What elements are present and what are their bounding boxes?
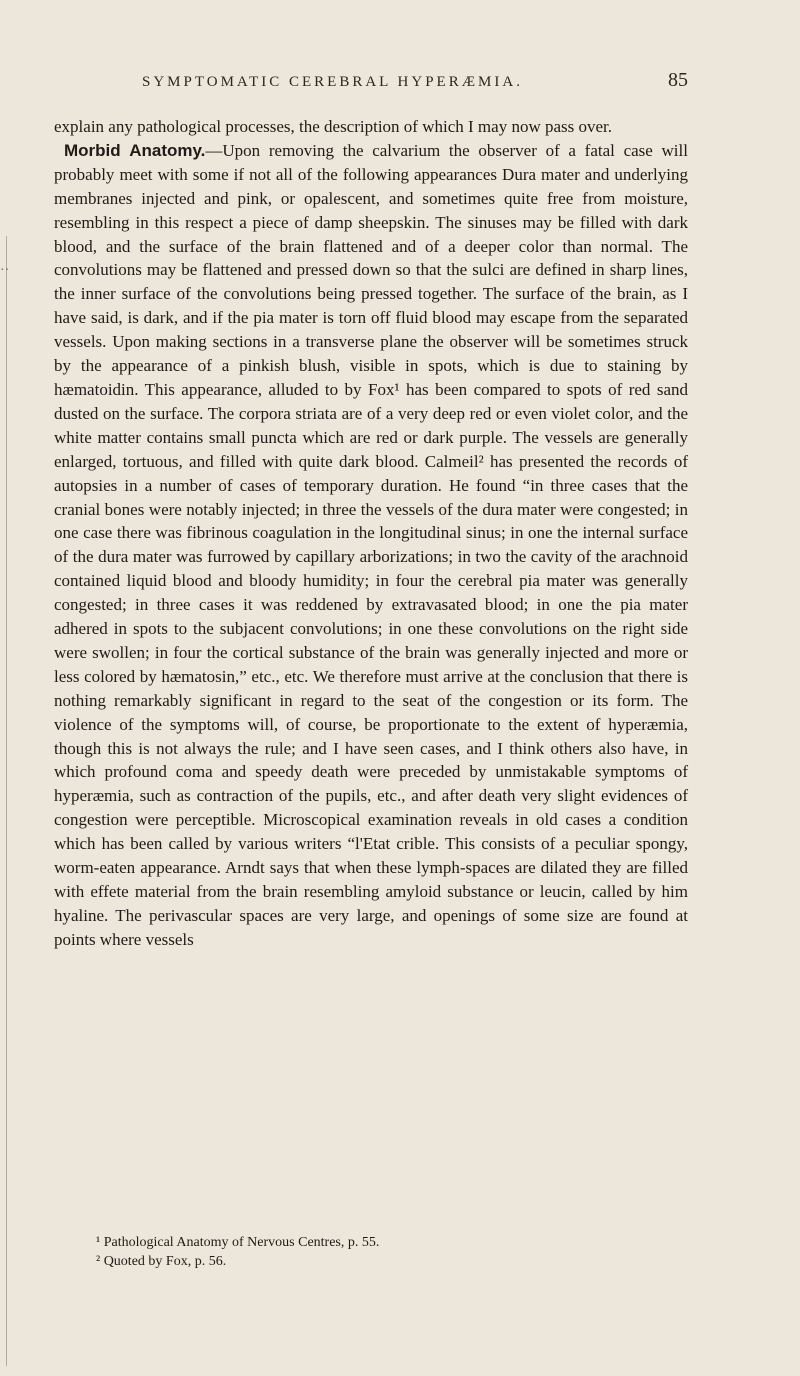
- paragraph-body: —Upon removing the calvarium the observer of a fatal case will probably meet with some if not all of the following appearances Dura mater and underlying membranes injected and pink, or opalescent, and sometimes quite free from moisture, resembling in this respect a piece of damp sheepskin. The sinuses may be filled with dark blood, and the surface of the brain flattened and of a deeper color than normal. The convolutions may be flattened and pressed down so that the sulci are defined in sharp lines, the inner surface of the convolutions being pressed together. The surface of the brain, as I have said, is dark, and if the pia mater is torn off fluid blood may escape from the separated vessels. Upon making sections in a transverse plane the observer will be sometimes struck by the appearance of a pinkish blush, visible in spots, which is due to staining by hæmatoidin. This appearance, alluded to by Fox¹ has been compared to spots of red sand dusted on the surface. The corpora striata are of a very deep red or even violet color, and the white matter contains small puncta which are red or dark purple. The vessels are generally enlarged, tortuous, and filled with quite dark blood. Calmeil² has presented the records of autopsies in a number of cases of temporary duration. He found “in three cases that the cranial bones were notably injected; in three the vessels of the dura mater were congested; in one case there was fibrinous coagulation in the longitudinal sinus; in one the internal surface of the dura mater was furrowed by capillary arborizations; in two the cavity of the arachnoid contained liquid blood and bloody humidity; in four the cerebral pia mater was generally congested; in three cases it was reddened by extravasated blood; in one the pia mater adhered in spots to the subjacent convolutions; in one these convolutions on the right side were swollen; in four the cortical substance of the brain was generally injected and more or less colored by hæmatosin,” etc., etc. We therefore must arrive at the conclusion that there is nothing remarkably significant in regard to the seat of the congestion or its form. The violence of the symptoms will, of course, be proportionate to the extent of hyperæmia, though this is not always the rule; and I have seen cases, and I think others also have, in which profound coma and speedy death were preceded by unmistakable symptoms of hyperæmia, such as contraction of the pupils, etc., and after death very slight evidences of congestion were perceptible. Microscopical examination reveals in old cases a condition which has been called by various writers “l'Etat crible. This consists of a peculiar spongy, worm-eaten appearance. Arndt says that when these lymph-spaces are dilated they are filled with effete material from the brain resembling amyloid substance or leucin, called by him hyaline. The perivascular spaces are very large, and openings of some size are found at points where vessels: [54, 140, 688, 949]
- paragraph-continued: explain any pathological processes, the description of which I may now pass over.: [54, 117, 613, 136]
- binding-edge-line: [6, 236, 7, 1366]
- paragraph-morbid-anatomy: [54, 139, 688, 952]
- footnote-2: ² Quoted by Fox, p. 56.: [96, 1254, 227, 1269]
- margin-mark: ··: [0, 263, 10, 278]
- page-number: 85: [668, 69, 688, 91]
- footnote-1: ¹ Pathological Anatomy of Nervous Centres, p. 55.: [96, 1235, 380, 1250]
- section-heading: Morbid Anatomy.: [64, 140, 206, 160]
- footnotes: [96, 1233, 656, 1271]
- running-head: SYMPTOMATIC CEREBRAL HYPERÆMIA.: [142, 74, 523, 90]
- page-header: [142, 69, 688, 100]
- body-text: [54, 115, 688, 952]
